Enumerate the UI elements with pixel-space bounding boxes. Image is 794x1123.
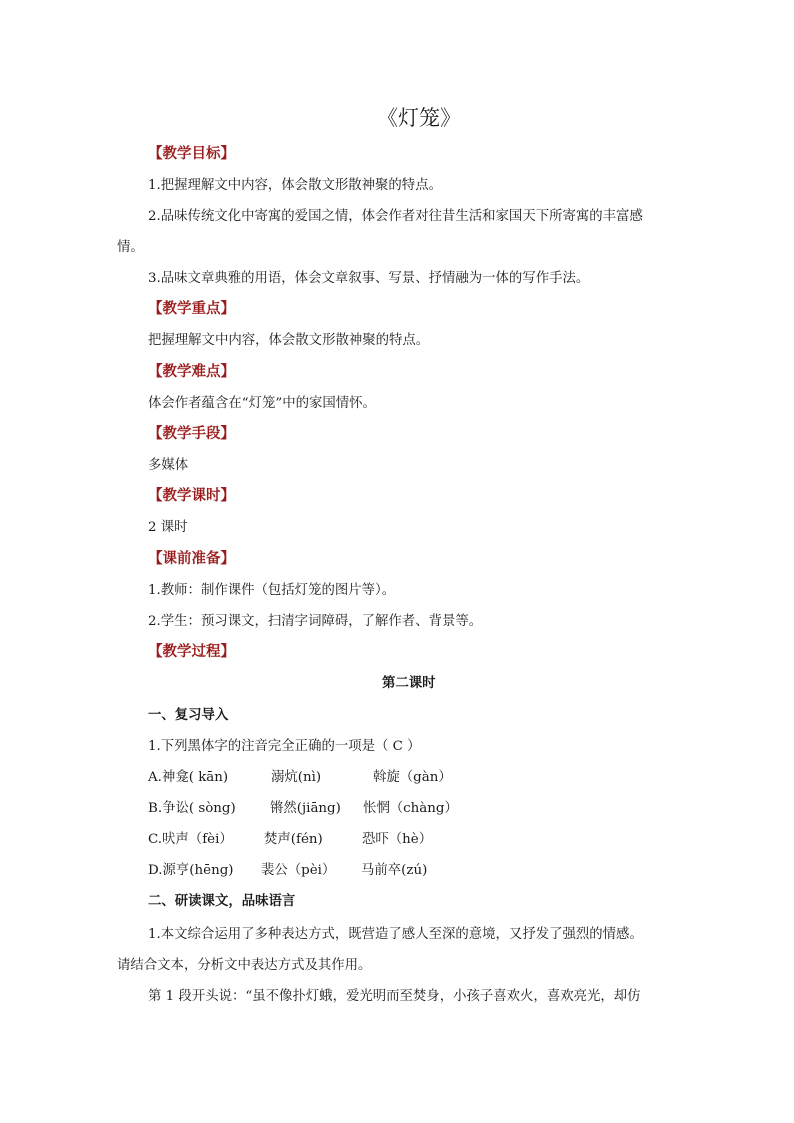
document-title: 《灯笼》 (377, 106, 461, 130)
option-c-2: 焚声(fén) (264, 832, 323, 847)
heading-teaching-goals: 【教学目标】 (148, 146, 235, 162)
option-d-1: D.源亨(hēng) (148, 863, 234, 878)
class-hours-text: 2 课时 (148, 520, 188, 535)
heading-key-points: 【教学重点】 (148, 301, 235, 317)
heading-difficulties: 【教学难点】 (148, 364, 235, 380)
difficulties-text: 体会作者蕴含在“灯笼”中的家国情怀。 (148, 396, 376, 411)
key-points-text: 把握理解文中内容，体会散文形散神聚的特点。 (148, 333, 430, 348)
teaching-means-text: 多媒体 (148, 458, 189, 473)
option-row-c (148, 832, 478, 848)
question-1: 1.下列黑体字的注音完全正确的一项是（ C ） (148, 739, 421, 754)
option-row-d (148, 863, 478, 879)
option-d-3: 马前卒(zú) (361, 863, 428, 878)
option-b-1: B.争讼( sòng) (148, 801, 236, 816)
preparation-1: 1.教师：制作课件（包括灯笼的图片等）。 (148, 583, 396, 598)
option-a-1: A.神龛( kān) (148, 770, 229, 785)
option-row-a (148, 770, 478, 786)
option-b-2: 锵然(jiāng) (270, 801, 341, 816)
section-review: 一、复习导入 (148, 708, 229, 723)
heading-teaching-means: 【教学手段】 (148, 426, 235, 442)
heading-class-hours: 【教学课时】 (148, 488, 235, 504)
question-2-line-1: 1.本文综合运用了多种表达方式，既营造了感人至深的意境，又抒发了强烈的情感。 (148, 927, 643, 942)
goal-2-line-1: 2.品味传统文化中寄寓的爱国之情，体会作者对往昔生活和家国天下所寄寓的丰富感 (148, 209, 643, 224)
option-a-3: 斡旋（gàn） (373, 770, 452, 785)
preparation-2: 2.学生：预习课文，扫清字词障碍，了解作者、背景等。 (148, 614, 483, 629)
option-c-1: C.吠声（fèi） (148, 832, 233, 847)
goal-3: 3.品味文章典雅的用语，体会文章叙事、写景、抒情融为一体的写作手法。 (148, 271, 590, 286)
option-d-2: 裴公（pèi） (261, 863, 336, 878)
heading-preparation: 【课前准备】 (148, 551, 235, 567)
goal-2-line-2: 情。 (117, 240, 144, 255)
option-b-3: 怅惘（chàng） (363, 801, 458, 816)
option-c-3: 恐吓（hè） (362, 832, 433, 847)
heading-teaching-process: 【教学过程】 (148, 644, 235, 660)
question-2-line-2: 请结合文本，分析文中表达方式及其作用。 (117, 958, 372, 973)
option-row-b (148, 801, 478, 817)
question-2-line-3: 第 1 段开头说：“虽不像扑灯蛾，爱光明而至焚身，小孩子喜欢火，喜欢亮光，却仿 (148, 989, 641, 1004)
option-a-2: 溺炕(nì) (271, 770, 322, 785)
lesson-title: 第二课时 (382, 676, 436, 691)
section-study-text: 二、研读课文，品味语言 (148, 894, 296, 909)
goal-1: 1.把握理解文中内容，体会散文形散神聚的特点。 (148, 178, 442, 193)
